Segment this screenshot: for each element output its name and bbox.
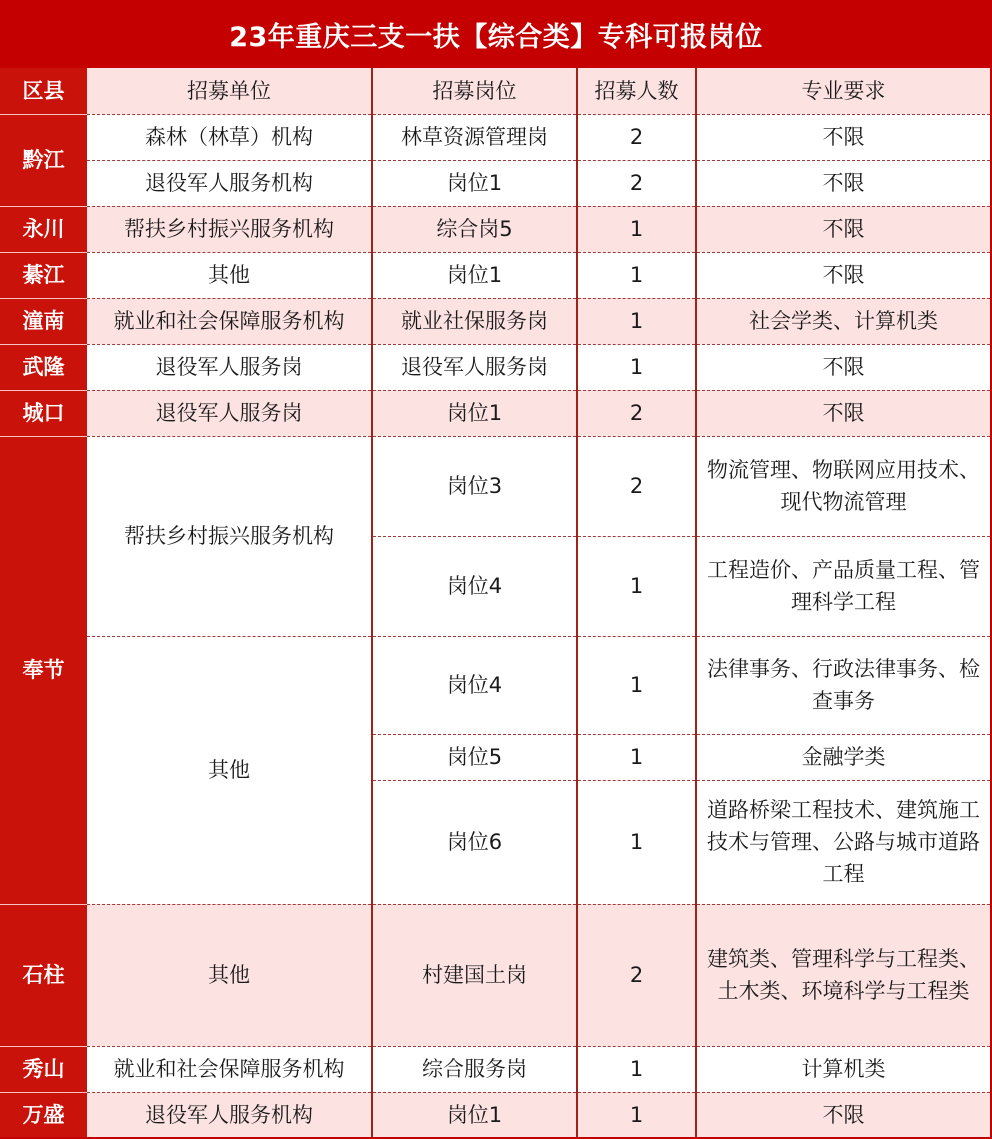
position-cell: 岗位6 (372, 780, 577, 904)
unit-cell: 帮扶乡村振兴服务机构 (87, 206, 372, 252)
table-row (0, 1046, 990, 1092)
district-cell: 綦江 (0, 252, 87, 298)
table-row (0, 344, 990, 390)
position-cell: 林草资源管理岗 (372, 114, 577, 160)
major-cell: 不限 (696, 344, 990, 390)
major-cell: 金融学类 (696, 734, 990, 780)
unit-cell: 退役军人服务岗 (87, 390, 372, 436)
major-cell: 不限 (696, 390, 990, 436)
major-cell: 不限 (696, 114, 990, 160)
count-cell: 2 (577, 114, 696, 160)
major-cell: 法律事务、行政法律事务、检查事务 (696, 636, 990, 734)
position-cell: 村建国土岗 (372, 904, 577, 1046)
position-cell: 综合岗5 (372, 206, 577, 252)
count-cell: 1 (577, 780, 696, 904)
header-row (0, 68, 990, 114)
district-cell: 黔江 (0, 114, 87, 206)
count-cell: 1 (577, 1046, 696, 1092)
header-count: 招募人数 (577, 68, 696, 114)
position-cell: 岗位1 (372, 390, 577, 436)
unit-cell: 退役军人服务机构 (87, 1092, 372, 1137)
header-major: 专业要求 (696, 68, 990, 114)
count-cell: 2 (577, 390, 696, 436)
table-row (0, 904, 990, 1046)
count-cell: 2 (577, 904, 696, 1046)
district-cell: 潼南 (0, 298, 87, 344)
position-cell: 就业社保服务岗 (372, 298, 577, 344)
table-title: 23年重庆三支一扶【综合类】专科可报岗位 (0, 0, 992, 68)
district-cell: 武隆 (0, 344, 87, 390)
position-cell: 岗位3 (372, 436, 577, 536)
position-cell: 岗位4 (372, 536, 577, 636)
district-cell: 石柱 (0, 904, 87, 1046)
count-cell: 2 (577, 436, 696, 536)
table-row (0, 636, 990, 734)
count-cell: 1 (577, 536, 696, 636)
major-cell: 物流管理、物联网应用技术、现代物流管理 (696, 436, 990, 536)
header-position: 招募岗位 (372, 68, 577, 114)
position-cell: 岗位1 (372, 1092, 577, 1137)
district-cell: 奉节 (0, 436, 87, 904)
position-cell: 岗位4 (372, 636, 577, 734)
table-row (0, 206, 990, 252)
table-row (0, 436, 990, 536)
unit-cell: 退役军人服务岗 (87, 344, 372, 390)
table-row (0, 390, 990, 436)
position-cell: 综合服务岗 (372, 1046, 577, 1092)
count-cell: 1 (577, 344, 696, 390)
count-cell: 1 (577, 298, 696, 344)
major-cell: 工程造价、产品质量工程、管理科学工程 (696, 536, 990, 636)
major-cell: 不限 (696, 206, 990, 252)
positions-table (0, 68, 990, 1137)
position-cell: 岗位1 (372, 252, 577, 298)
unit-cell: 退役军人服务机构 (87, 160, 372, 206)
position-cell: 岗位1 (372, 160, 577, 206)
unit-cell: 其他 (87, 252, 372, 298)
table-row (0, 1092, 990, 1137)
district-cell: 城口 (0, 390, 87, 436)
header-unit: 招募单位 (87, 68, 372, 114)
table-row (0, 160, 990, 206)
count-cell: 1 (577, 734, 696, 780)
major-cell: 不限 (696, 252, 990, 298)
count-cell: 1 (577, 252, 696, 298)
table-row (0, 252, 990, 298)
major-cell: 不限 (696, 1092, 990, 1137)
district-cell: 永川 (0, 206, 87, 252)
district-cell: 万盛 (0, 1092, 87, 1137)
major-cell: 不限 (696, 160, 990, 206)
count-cell: 1 (577, 1092, 696, 1137)
table-row (0, 298, 990, 344)
table-row (0, 114, 990, 160)
district-cell: 秀山 (0, 1046, 87, 1092)
major-cell: 道路桥梁工程技术、建筑施工技术与管理、公路与城市道路工程 (696, 780, 990, 904)
unit-cell: 其他 (87, 636, 372, 904)
unit-cell: 帮扶乡村振兴服务机构 (87, 436, 372, 636)
position-cell: 退役军人服务岗 (372, 344, 577, 390)
count-cell: 1 (577, 206, 696, 252)
unit-cell: 森林（林草）机构 (87, 114, 372, 160)
count-cell: 2 (577, 160, 696, 206)
major-cell: 计算机类 (696, 1046, 990, 1092)
position-cell: 岗位5 (372, 734, 577, 780)
count-cell: 1 (577, 636, 696, 734)
unit-cell: 就业和社会保障服务机构 (87, 1046, 372, 1092)
unit-cell: 其他 (87, 904, 372, 1046)
major-cell: 社会学类、计算机类 (696, 298, 990, 344)
header-district: 区县 (0, 68, 87, 114)
unit-cell: 就业和社会保障服务机构 (87, 298, 372, 344)
major-cell: 建筑类、管理科学与工程类、土木类、环境科学与工程类 (696, 904, 990, 1046)
